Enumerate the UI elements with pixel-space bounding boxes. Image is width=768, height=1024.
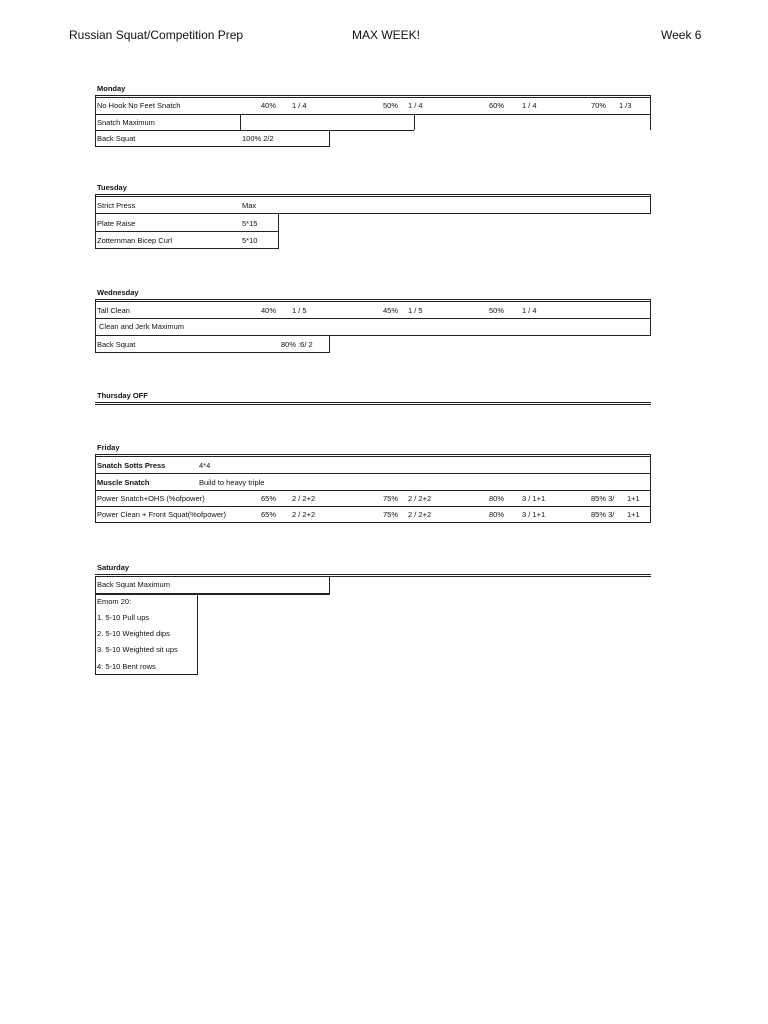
percent: 75% [383, 510, 399, 519]
cell-border [329, 130, 330, 146]
day-heading: Saturday [97, 563, 130, 572]
exercise-name: Snatch Maximum [97, 118, 155, 127]
cell-border [197, 594, 198, 674]
sets-reps: 1 /3 [619, 101, 632, 110]
cell-border [650, 95, 651, 130]
row-divider [95, 130, 414, 131]
percent: 40% [261, 101, 277, 110]
exercise-name: Back Squat [97, 134, 136, 143]
cell-border [650, 299, 651, 335]
percent: 75% [383, 494, 399, 503]
row-divider [95, 114, 651, 115]
cell-border [95, 194, 96, 248]
day-heading: Monday [97, 84, 126, 93]
double-rule [95, 194, 651, 197]
percent: 65% [261, 494, 277, 503]
double-rule [95, 574, 651, 577]
cell-border [414, 114, 415, 130]
exercise-name: Power Clean + Front Squat(%ofpower) [97, 510, 227, 519]
exercise-name: Back Squat [97, 340, 136, 349]
sets-reps: 1 / 5 [292, 306, 307, 315]
list-item: 4: 5-10 Bent rows [97, 662, 156, 671]
row-divider [95, 522, 651, 523]
prescription: 5*15 [242, 219, 258, 228]
double-rule [95, 402, 651, 405]
percent: 45% [383, 306, 399, 315]
exercise-name: Zotternman Bicep Curl [97, 236, 173, 245]
exercise-name: Tall Clean [97, 306, 130, 315]
percent: 70% [591, 101, 607, 110]
percent: 50% [489, 306, 505, 315]
sets-reps: 2 / 2+2 [292, 510, 316, 519]
row-divider [95, 490, 651, 491]
row-divider [95, 213, 651, 214]
row-divider [95, 146, 330, 147]
prescription: Max [242, 201, 257, 210]
sets-reps: 1 / 4 [522, 306, 537, 315]
cell-border [329, 577, 330, 594]
sets-reps: 3 / 1+1 [522, 510, 546, 519]
day-heading: Wednesday [97, 288, 139, 297]
cell-border [95, 454, 96, 522]
sets-reps: 1 / 4 [292, 101, 307, 110]
prescription: Build to heavy triple [199, 478, 265, 487]
cell-border [95, 95, 96, 146]
exercise-name: Power Snatch+OHS (%ofpower) [97, 494, 205, 503]
sets-reps: 2 / 2+2 [408, 510, 432, 519]
percent: 80% [489, 494, 505, 503]
cell-border [240, 114, 241, 130]
cell-border [95, 577, 96, 674]
row-divider [95, 506, 651, 507]
percent: 80% [489, 510, 505, 519]
sets-reps: 1+1 [627, 510, 640, 519]
week-number: Week 6 [661, 28, 702, 42]
row-divider [95, 248, 279, 249]
percent: 65% [261, 510, 277, 519]
cell-border [329, 335, 330, 352]
exercise-name: Plate Raise [97, 219, 136, 228]
double-rule [95, 95, 651, 98]
percent: 85% 3/ [591, 510, 615, 519]
double-rule [95, 454, 651, 457]
exercise-name: Clean and Jerk Maximum [99, 322, 185, 331]
sets-reps: 1 / 4 [522, 101, 537, 110]
exercise-name: No Hook No Feet Snatch [97, 101, 181, 110]
percent: 85% 3/ [591, 494, 615, 503]
row-divider [95, 352, 330, 353]
row-divider [95, 473, 651, 474]
cell-border [278, 213, 279, 248]
list-item: 3. 5-10 Weighted sit ups [97, 645, 178, 654]
cell-border [650, 194, 651, 213]
percent: 60% [489, 101, 505, 110]
prescription: 4*4 [199, 461, 211, 470]
sets-reps: 1 / 4 [408, 101, 423, 110]
program-title: Russian Squat/Competition Prep [69, 28, 244, 42]
prescription: 100% 2/2 [242, 134, 274, 143]
double-rule [95, 299, 651, 302]
week-theme: MAX WEEK! [352, 28, 421, 42]
day-heading: Thursday OFF [97, 391, 148, 400]
row-divider [95, 231, 279, 232]
list-item: 1. 5-10 Pull ups [97, 613, 150, 622]
percent: 50% [383, 101, 399, 110]
cell-border [95, 299, 96, 352]
prescription: 5*10 [242, 236, 258, 245]
sets-reps: 2 / 2+2 [408, 494, 432, 503]
day-heading: Friday [97, 443, 120, 452]
sets-reps: 1+1 [627, 494, 640, 503]
day-heading: Tuesday [97, 183, 127, 192]
sets-reps: 2 / 2+2 [292, 494, 316, 503]
exercise-name: Snatch Sotts Press [97, 461, 166, 470]
prescription: 80% :6/ 2 [281, 340, 313, 349]
cell-border [650, 454, 651, 522]
exercise-name: Strict Press [97, 201, 136, 210]
row-divider [95, 318, 651, 319]
list-item: Emom 20: [97, 597, 132, 606]
row-divider [95, 593, 330, 595]
row-divider [95, 335, 651, 336]
sets-reps: 3 / 1+1 [522, 494, 546, 503]
percent: 40% [261, 306, 277, 315]
sets-reps: 1 / 5 [408, 306, 423, 315]
exercise-name: Muscle Snatch [97, 478, 150, 487]
row-divider [95, 674, 198, 675]
exercise-name: Back Squat Maximum [97, 580, 170, 589]
list-item: 2. 5-10 Weighted dips [97, 629, 170, 638]
